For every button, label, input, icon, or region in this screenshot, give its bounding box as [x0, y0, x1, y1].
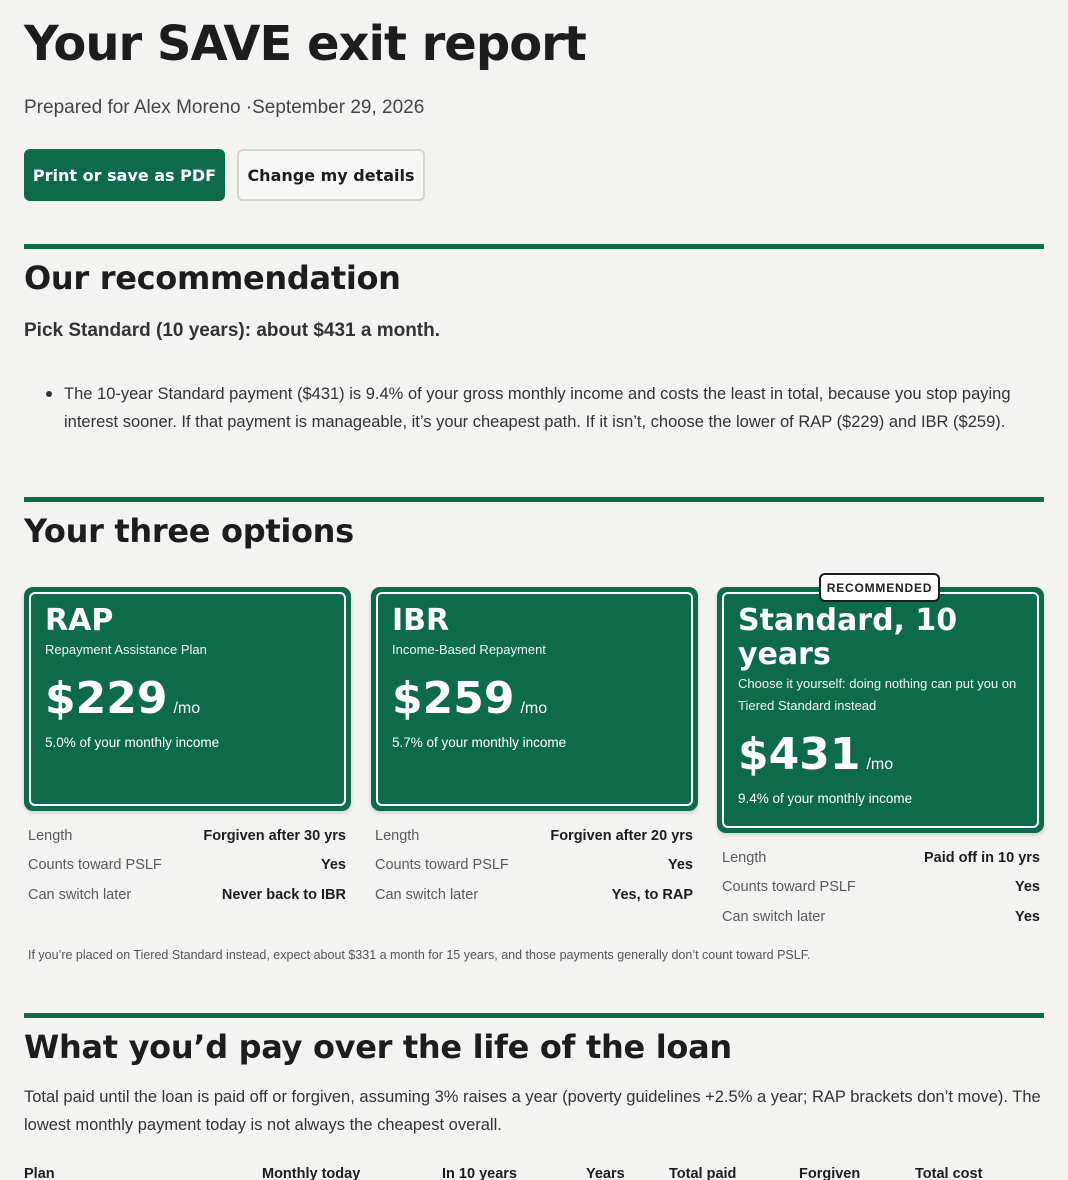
option-price [45, 673, 330, 725]
recommendation-lead: Pick Standard (10 years): about $431 a month. [24, 320, 441, 341]
fact-value: Never back to IBR [221, 886, 346, 903]
recommendation-heading: Our recommendation [24, 259, 401, 297]
column-header: Years [586, 1166, 625, 1180]
price-unit: /mo [173, 700, 201, 717]
column-header: Total cost [915, 1166, 983, 1180]
column-header: In 10 years [442, 1166, 517, 1180]
option-facts-standard [722, 843, 1040, 932]
action-buttons [24, 149, 425, 201]
column-header: Total paid [669, 1166, 737, 1180]
fact-value: Paid off in 10 yrs [923, 849, 1040, 866]
option-price [392, 673, 677, 725]
fact-row [375, 880, 693, 910]
income-share: 5.0% of your monthly income [45, 735, 220, 750]
income-share: 9.4% of your monthly income [738, 791, 913, 806]
fact-label: Can switch later [28, 886, 132, 903]
option-name: Standard, 10 years [738, 603, 958, 672]
column-header: Forgiven [799, 1166, 861, 1180]
recommendation-list [46, 380, 1046, 436]
option-subtitle: Repayment Assistance Plan [45, 642, 207, 657]
fact-row [722, 902, 1040, 932]
fact-value: Forgiven after 30 yrs [203, 827, 346, 844]
price-amount: $431 [738, 729, 861, 780]
change-details-button[interactable]: Change my details [237, 149, 425, 201]
fact-row [375, 851, 693, 881]
option-card-ibr[interactable] [371, 587, 698, 811]
price-amount: $229 [45, 673, 168, 724]
fact-label: Counts toward PSLF [722, 879, 856, 896]
price-amount: $259 [392, 673, 515, 724]
fact-value: Yes [1015, 879, 1040, 896]
section-divider [24, 244, 1044, 249]
income-share: 5.7% of your monthly income [392, 735, 567, 750]
section-divider [24, 497, 1044, 502]
fact-label: Counts toward PSLF [375, 857, 509, 874]
fact-label: Can switch later [722, 908, 826, 925]
option-facts-ibr [375, 821, 693, 910]
prepared-line: Prepared for Alex Moreno ·September 29, 2026 [24, 97, 425, 118]
options-heading: Your three options [24, 512, 354, 550]
column-header: Plan [24, 1166, 55, 1180]
fact-row [28, 821, 346, 851]
option-facts-rap [28, 821, 346, 910]
page-title: Your SAVE exit report [24, 16, 586, 72]
column-header: Monthly today [262, 1166, 361, 1180]
option-subtitle: Income-Based Repayment [392, 642, 546, 657]
price-unit: /mo [866, 756, 894, 773]
option-price [738, 729, 1023, 781]
life-of-loan-description: Total paid until the loan is paid off or forgiven, assuming 3% raises a year (poverty guidelines +2.5% a year; RAP brackets don’t move). The lowest monthly payment today is not always the cheapest overall. [24, 1088, 1041, 1134]
option-card-standard[interactable] [717, 580, 1044, 833]
option-card-rap[interactable] [24, 587, 351, 811]
fact-label: Length [722, 849, 767, 866]
tiered-standard-footnote: If you’re placed on Tiered Standard instead, expect about $331 a month for 15 years, and those payments generally don’t count toward PSLF. [28, 948, 811, 962]
option-subtitle: Choose it yourself: doing nothing can put you on Tiered Standard instead [738, 676, 1017, 713]
section-divider [24, 1013, 1044, 1018]
recommendation-bullet: The 10-year Standard payment ($431) is 9.4% of your gross monthly income and costs the least in total, because you stop paying interest sooner. If that payment is manageable, it’s your cheapest path. If it isn’t, choose the lower of RAP ($229) and IBR ($259). [46, 380, 1046, 436]
fact-row [28, 851, 346, 881]
fact-value: Yes, to RAP [611, 886, 693, 903]
fact-label: Can switch later [375, 886, 479, 903]
fact-value: Yes [1015, 908, 1040, 925]
fact-row [722, 843, 1040, 873]
fact-label: Length [375, 827, 420, 844]
fact-value: Yes [321, 857, 346, 874]
price-unit: /mo [520, 700, 548, 717]
option-name: RAP [45, 603, 114, 638]
fact-label: Length [28, 827, 73, 844]
fact-row [28, 880, 346, 910]
fact-label: Counts toward PSLF [28, 857, 162, 874]
fact-value: Yes [668, 857, 693, 874]
fact-row [375, 821, 693, 851]
option-name: IBR [392, 603, 450, 638]
cost-table-header [24, 1166, 1044, 1180]
recommended-badge: RECOMMENDED [819, 573, 940, 602]
life-of-loan-heading: What you’d pay over the life of the loan [24, 1028, 732, 1066]
fact-value: Forgiven after 20 yrs [550, 827, 693, 844]
fact-row [722, 873, 1040, 903]
print-pdf-button[interactable]: Print or save as PDF [24, 149, 225, 201]
